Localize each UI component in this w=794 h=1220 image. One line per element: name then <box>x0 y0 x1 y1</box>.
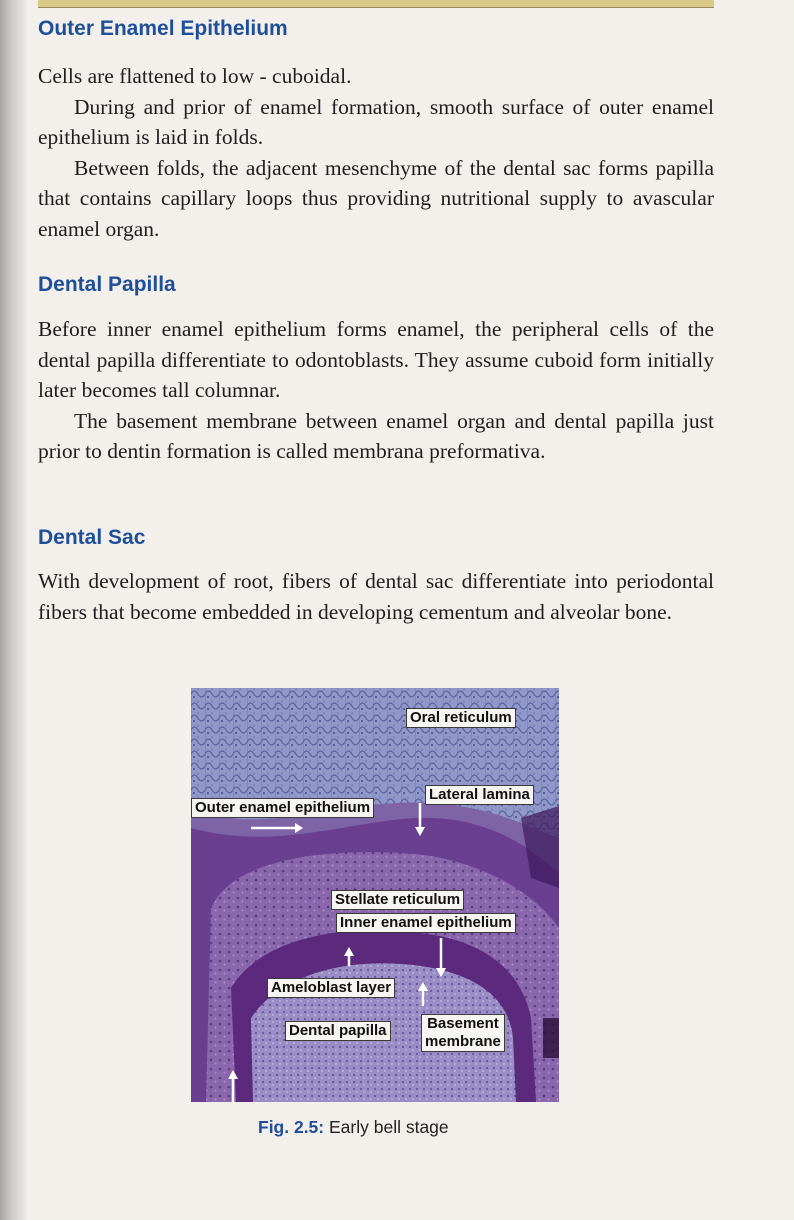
label-inner-enamel-epithelium: Inner enamel epithelium <box>336 913 516 933</box>
label-ameloblast-layer: Ameloblast layer <box>267 978 395 998</box>
label-dental-papilla: Dental papilla <box>285 1021 391 1041</box>
section-outer-enamel-epithelium-body <box>38 61 714 244</box>
section-dental-papilla-body <box>38 314 714 467</box>
section-dental-sac-body <box>38 566 714 627</box>
heading-dental-sac: Dental Sac <box>38 526 146 549</box>
paragraph: During and prior of enamel formation, smooth surface of outer enamel epithelium is laid in folds. <box>38 94 714 149</box>
label-stellate-reticulum: Stellate reticulum <box>331 890 464 910</box>
figure-caption-text: Early bell stage <box>329 1117 449 1137</box>
label-oral-reticulum: Oral reticulum <box>406 708 516 728</box>
paragraph: Between folds, the adjacent mesenchyme of the dental sac forms papilla that contains capillary loops thus providing nutritional supply to avascular enamel organ. <box>38 155 714 241</box>
histology-micrograph <box>191 688 559 1102</box>
label-basement-membrane-line2: membrane <box>425 1033 501 1050</box>
label-lateral-lamina: Lateral lamina <box>425 785 534 805</box>
paragraph: Before inner enamel epithelium forms enamel, the peripheral cells of the dental papilla differentiate to odontoblasts. They assume cuboid form initially later becomes tall columnar. <box>38 317 714 402</box>
label-basement-membrane-line1: Basement <box>427 1015 499 1032</box>
label-outer-enamel-epithelium: Outer enamel epithelium <box>191 798 374 818</box>
top-color-band <box>38 0 714 8</box>
heading-dental-papilla: Dental Papilla <box>38 273 176 296</box>
figure-caption <box>258 1117 449 1138</box>
figure-caption-number: Fig. 2.5: <box>258 1117 325 1137</box>
page-binding-edge <box>0 0 26 1220</box>
paragraph: The basement membrane between enamel organ and dental papilla just prior to dentin formation is called membrana preformativa. <box>38 408 714 463</box>
paragraph: With development of root, fibers of dental sac differentiate into periodontal fibers that become embedded in developing cementum and alveolar bone. <box>38 569 714 624</box>
heading-outer-enamel-epithelium: Outer Enamel Epithelium <box>38 17 288 40</box>
label-basement-membrane <box>421 1014 505 1052</box>
paragraph: Cells are flattened to low - cuboidal. <box>38 64 352 88</box>
